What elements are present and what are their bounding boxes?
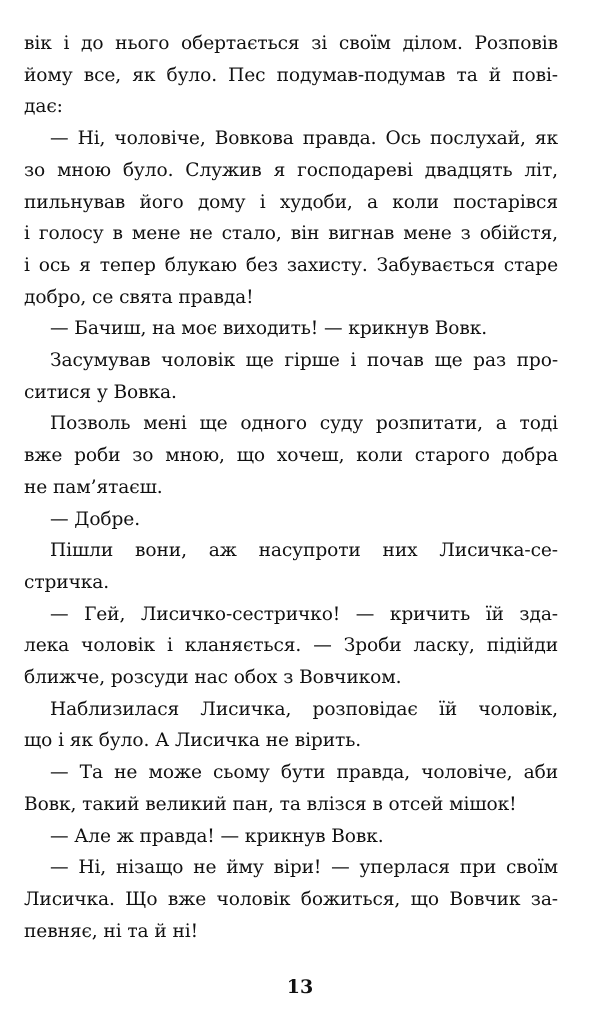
text-line: — Але ж правда! — крикнув Вовк. (50, 825, 384, 847)
text-line: — Ні, нізащо не йму віри! — уперлася при своїм (50, 857, 558, 879)
text-line: — Гей, Лисичко-сестричко! — кричить їй зда- (50, 603, 558, 625)
paragraph (24, 599, 558, 694)
text-line: вже роби зо мною, що хочеш, коли старого добра (24, 445, 558, 467)
text-line: — Ні, чоловіче, Вовкова правда. Ось послухай, як (50, 128, 558, 150)
body-text (24, 28, 558, 947)
text-line: Лисичка. Що вже чоловік божиться, що Вовчик за- (24, 888, 558, 910)
text-line: дає: (24, 96, 63, 118)
text-line: Пішли вони, аж насупроти них Лисичка-се- (50, 540, 558, 562)
text-line: добро, се свята правда! (24, 286, 254, 308)
paragraph (24, 757, 558, 820)
text-line: певняє, ні та й ні! (24, 920, 198, 942)
paragraph (24, 852, 558, 947)
text-line: вік і до нього обертається зі своїм ділом. Розповів (24, 33, 558, 54)
text-line: зо мною було. Служив я господареві двадцять літ, (24, 159, 558, 181)
page-number: 13 (286, 976, 314, 998)
text-line: не пам’ятаєш. (24, 476, 163, 498)
text-line: йому все, як було. Пес подумав-подумав та й пові- (24, 64, 558, 86)
text-line: що і як було. А Лисичка не вірить. (24, 730, 362, 752)
text-line: і голосу в мене не стало, він вигнав мене з обійстя, (24, 223, 558, 245)
text-line: Позволь мені ще одного суду розпитати, а тоді (50, 413, 558, 435)
text-line: і ось я тепер блукаю без захисту. Забувається старе (24, 254, 558, 276)
text-line: ближче, розсуди нас обох з Вовчиком. (24, 667, 402, 689)
paragraph (24, 345, 558, 408)
text-line: Вовк, такий великий пан, та влізся в отсей мішок! (24, 793, 517, 815)
text-line: — Бачиш, на моє виходить! — крикнув Вовк. (50, 318, 488, 340)
text-line: ситися у Вовка. (24, 381, 177, 403)
text-line: — Добре. (50, 508, 141, 530)
paragraph (24, 821, 558, 853)
text-line: лека чоловік і кланяється. — Зроби ласку, підійди (24, 635, 558, 657)
paragraph (24, 535, 558, 598)
paragraph (24, 28, 558, 123)
paragraph (24, 408, 558, 503)
text-line: Наблизилася Лисичка, розповідає їй чоловік, (50, 698, 558, 720)
paragraph (24, 123, 558, 313)
paragraph (24, 504, 558, 536)
text-line: пильнував його дому і худоби, а коли постарівся (24, 191, 558, 213)
paragraph (24, 694, 558, 757)
text-line: — Та не може сьому бути правда, чоловіче, аби (50, 762, 558, 784)
text-line: Засумував чоловік ще гірше і почав ще раз про- (50, 350, 558, 372)
text-line: стричка. (24, 571, 110, 593)
paragraph (24, 313, 558, 345)
